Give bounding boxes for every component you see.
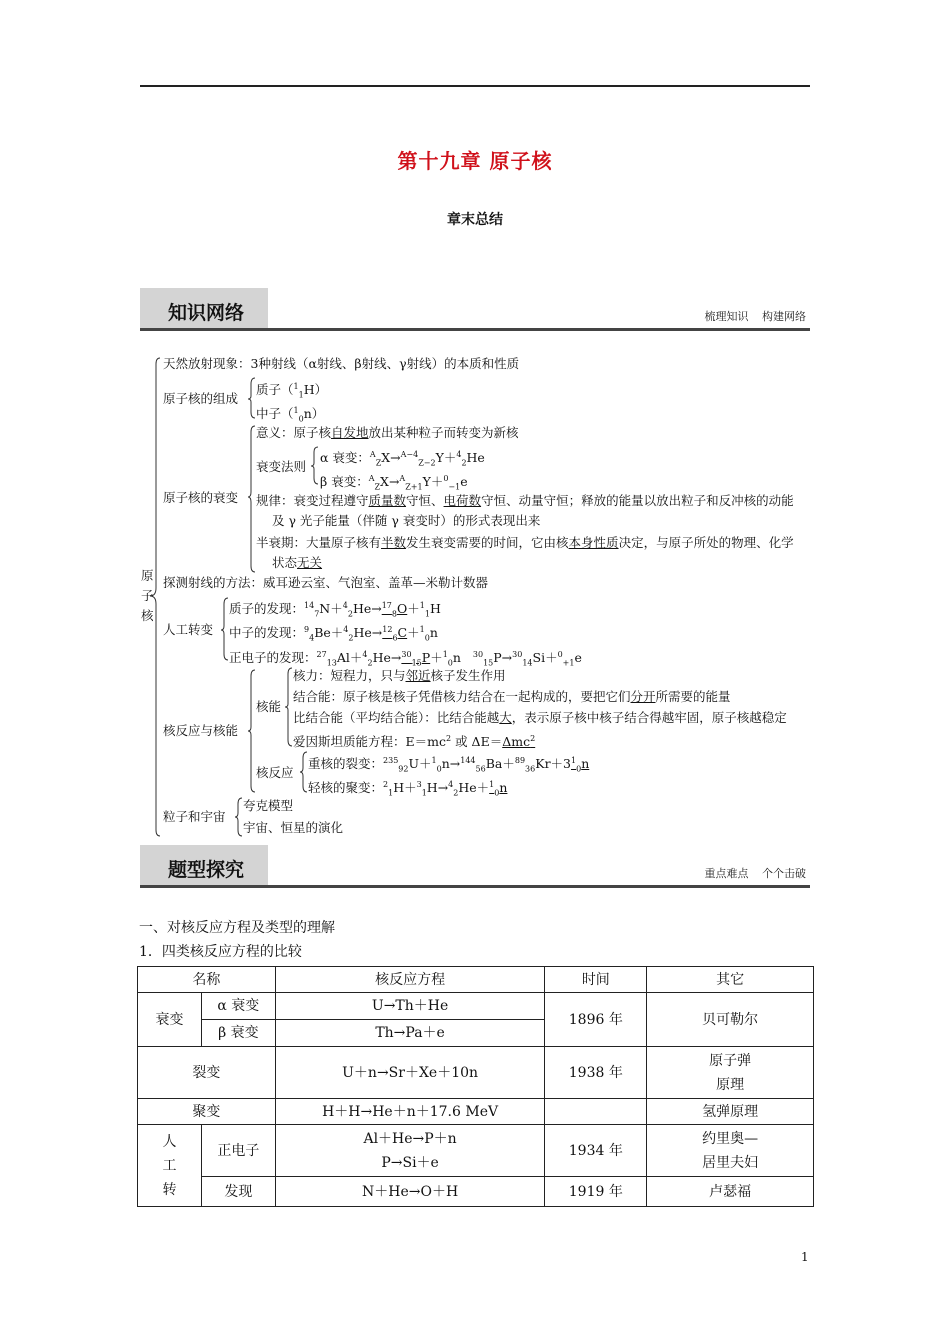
proton-discovery: 质子的发现：$^{14}_7$N＋$^4_2$He→$^{17}_8$O＋$^1_1$H	[229, 601, 441, 619]
blank: n	[499, 780, 508, 796]
einstein-equation: 爱因斯坦质能方程：$E=mc^2$ 或 ΔE＝Δmc$^2$	[293, 734, 536, 750]
section-subheading: 1．四类核反应方程的比较	[139, 944, 302, 960]
text: Al＋	[336, 650, 363, 666]
table-cell: 1919 年	[545, 1177, 647, 1207]
table-cell: 发现	[201, 1177, 275, 1207]
text: β 衰变：	[320, 474, 369, 490]
blank: 自发地	[331, 425, 369, 440]
cell-line: 人	[162, 1133, 177, 1150]
blank: 质量数	[368, 493, 407, 508]
blank: 无关	[297, 555, 323, 570]
text: e	[574, 650, 582, 666]
decay-law-label: 衰变法则	[256, 459, 307, 474]
text: 守恒、	[406, 493, 444, 508]
text: H→	[426, 780, 449, 796]
text: H	[429, 601, 441, 617]
table-cell: β 衰变	[201, 1020, 275, 1047]
banner-label: 题型探究	[168, 859, 245, 881]
blank: 本身性质	[568, 535, 619, 550]
positron-discovery: 正电子的发现：$^{27}_{13}$Al＋$^4_2$He→$^{30}_{15}$P＋$^1_0$n $^{30}_{15}$P→$^{30}_{14}$Si＋$^0_{+1}$e	[229, 650, 582, 668]
text: ＋	[407, 625, 420, 641]
text: Y＋	[422, 474, 444, 490]
cell-line: 原子弹	[709, 1052, 752, 1069]
cell-line: 约里奥—	[702, 1130, 759, 1147]
text: ，表示原子核中核子结合得越牢固，原子核越稳定	[511, 710, 787, 725]
text: 所需要的能量	[655, 689, 731, 704]
text: Si＋	[532, 650, 558, 666]
specific-binding-energy	[293, 710, 787, 726]
text: Ba＋	[485, 756, 515, 772]
root-char: 子	[141, 588, 154, 603]
blank: 邻近	[405, 668, 431, 683]
table-cell: 1938 年	[545, 1047, 647, 1099]
blank: C	[397, 625, 408, 641]
fission-equation: 重核的裂变：$^{235}_{92}U+^1_0n\to^{144}_{56}Ba+^{89}_{36}Kr+3^1_0n$	[308, 756, 590, 774]
nuclear-reaction-label: 核反应	[256, 765, 294, 780]
table-cell	[138, 1125, 202, 1207]
text: 守恒、动量守恒；释放的能量以放出粒子和反冲核的动能	[481, 493, 794, 508]
text: He→	[372, 650, 402, 666]
neutron-discovery: 中子的发现：$^9_4$Be＋$^4_2$He→$^{12}_6$C＋$^1_0$n	[229, 625, 438, 643]
table-row	[138, 1047, 814, 1099]
beta-decay: β 衰变：$^A_Z$X→$^A_{Z+1}$Y＋$^0_{-1}$e	[320, 474, 468, 492]
text: H）	[303, 382, 328, 398]
root-char: 核	[141, 608, 154, 623]
text: X→	[380, 474, 400, 490]
text: 核力：短程力，只与	[293, 668, 406, 683]
chapter-subtitle: 章末总结	[447, 212, 503, 228]
text: n	[452, 650, 461, 666]
binding-energy	[293, 689, 731, 705]
banner-label: 知识网络	[168, 302, 245, 324]
composition-label: 原子核的组成	[163, 391, 239, 406]
table-row	[138, 967, 814, 993]
blank: O	[397, 601, 408, 617]
table-cell: 裂变	[138, 1047, 276, 1099]
artificial-label: 人工转变	[163, 622, 214, 637]
text: 意义：原子核	[256, 425, 332, 440]
table-cell: U→Th＋He	[275, 993, 545, 1020]
text: 爱因斯坦质能方程：E＝	[293, 734, 428, 750]
header-cell: 核反应方程	[275, 967, 545, 993]
quark-model: 夸克模型	[243, 798, 294, 813]
text: 规律：衰变过程遵守	[256, 493, 369, 508]
table-cell: 贝可勒尔	[647, 993, 814, 1047]
table-cell: 1934 年	[545, 1125, 647, 1177]
page-number: 1	[801, 1250, 809, 1264]
text: ＋	[430, 650, 443, 666]
text: X→	[381, 450, 401, 466]
text: 状态	[272, 555, 298, 570]
neutron-item: 中子（$^1_0$n）	[256, 406, 325, 424]
text: n	[429, 625, 438, 641]
text: 半衰期：大量原子核有	[256, 535, 382, 550]
text: H＋	[393, 780, 417, 796]
text: He→	[352, 601, 382, 617]
natural-radioactivity: 天然放射现象：3种射线（α射线、β射线、γ射线）的本质和性质	[163, 356, 520, 371]
header-cell: 名称	[138, 967, 276, 993]
table-cell: 1896 年	[545, 993, 647, 1047]
decay-meaning	[256, 425, 519, 441]
cell-line: P→Si＋e	[381, 1154, 439, 1171]
text: 轻核的聚变：	[308, 780, 384, 796]
text: 质子（	[256, 382, 294, 398]
table-cell	[545, 1099, 647, 1125]
table-cell: 衰变	[138, 993, 202, 1047]
nuclear-force	[293, 668, 506, 684]
blank: P	[421, 650, 431, 666]
text: 决定，与原子所处的物理、化学	[618, 535, 794, 550]
text: ＋	[407, 601, 420, 617]
table-cell	[647, 1125, 814, 1177]
text: N＋	[319, 601, 343, 617]
text: e	[460, 474, 468, 490]
banner-line	[140, 885, 810, 888]
header-cell: 时间	[545, 967, 647, 993]
mindmap-root	[141, 566, 154, 626]
text: 放出某种粒子而转变为新核	[368, 425, 519, 440]
banner-caption: 梳理知识 构建网络	[704, 310, 806, 323]
half-life-cont	[272, 555, 322, 571]
header-cell: 其它	[647, 967, 814, 993]
text: α 衰变：	[320, 450, 370, 466]
table-cell	[275, 1125, 545, 1177]
cell-line: 转	[162, 1181, 177, 1198]
text: Y＋	[435, 450, 457, 466]
blank: 半数	[381, 535, 407, 550]
decay-rule	[256, 493, 794, 509]
text: P→	[493, 650, 513, 666]
root-char: 原	[141, 568, 154, 583]
text: He	[466, 450, 485, 466]
blank: Δmc	[502, 734, 531, 750]
detection-methods: 探测射线的方法：威耳逊云室、气泡室、盖革—米勒计数器	[163, 575, 489, 590]
text: 或 ΔE＝	[451, 734, 503, 750]
blank: 电荷数	[443, 493, 482, 508]
table-cell: H＋H→He＋n＋17.6 MeV	[275, 1099, 545, 1125]
blank: 分开	[630, 689, 656, 704]
cell-line: 工	[162, 1157, 177, 1174]
text: n）	[303, 406, 325, 422]
text: 发生衰变需要的时间，它由核	[406, 535, 569, 550]
text: U＋	[408, 756, 432, 772]
table-cell: α 衰变	[201, 993, 275, 1020]
fusion-equation: 轻核的聚变：$^2_1$H＋$^3_1$H→$^4_2$He＋$^1_0$n	[308, 780, 508, 798]
table-cell	[647, 1047, 814, 1099]
text: He→	[353, 625, 383, 641]
section-heading: 一、对核反应方程及类型的理解	[139, 920, 335, 936]
decay-label: 原子核的衰变	[163, 490, 239, 505]
problem-types-banner	[140, 845, 810, 889]
table-cell: N＋He→O＋H	[275, 1177, 545, 1207]
text: Kr＋3	[535, 756, 572, 772]
text: 重核的裂变：	[308, 756, 384, 772]
table-row	[138, 1125, 814, 1177]
half-life	[256, 535, 794, 551]
energy-label: 核反应与核能	[163, 723, 239, 738]
text: n→	[441, 756, 461, 772]
decay-rule-cont: 及 γ 光子能量（伴随 γ 衰变时）的形式表现出来	[272, 513, 541, 528]
text: Be＋	[314, 625, 344, 641]
nuclear-energy-label: 核能	[256, 699, 282, 714]
table-cell: 正电子	[201, 1125, 275, 1177]
table-cell: Th→Pa＋e	[275, 1020, 545, 1047]
table-row	[138, 1177, 814, 1207]
text: 正电子的发现：	[229, 650, 317, 666]
chapter-title: 第十九章 原子核	[397, 149, 553, 173]
blank: 大	[499, 710, 512, 725]
table-row	[138, 1099, 814, 1125]
cell-line: 居里夫妇	[702, 1154, 759, 1171]
table-cell: 聚变	[138, 1099, 276, 1125]
cell-line: Al＋He→P＋n	[363, 1130, 457, 1147]
table-cell: U＋n→Sr＋Xe＋10n	[275, 1047, 545, 1099]
table-cell: 氢弹原理	[647, 1099, 814, 1125]
text: 中子（	[256, 406, 294, 422]
text: 结合能：原子核是核子凭借核力结合在一起构成的，要把它们	[293, 689, 631, 704]
text: 质子的发现：	[229, 601, 305, 617]
text: He＋	[458, 780, 490, 796]
cosmos-label: 粒子和宇宙	[163, 809, 226, 824]
table-row	[138, 993, 814, 1020]
cell-line: 原理	[716, 1076, 745, 1093]
text: 比结合能（平均结合能）：比结合能越	[293, 710, 500, 725]
blank: n	[581, 756, 590, 772]
text: mc	[427, 734, 446, 750]
banner-caption: 重点难点 个个击破	[704, 867, 806, 880]
stellar-evolution: 宇宙、恒星的演化	[243, 820, 344, 835]
text: 中子的发现：	[229, 625, 305, 641]
reaction-comparison-table	[137, 966, 814, 1207]
proton-item: 质子（$^1_1$H）	[256, 382, 328, 400]
alpha-decay: α 衰变：$^A_Z$X→$^{A-4}_{Z-2}$Y＋$^4_2$He	[320, 450, 485, 468]
table-cell: 卢瑟福	[647, 1177, 814, 1207]
text: 核子发生作用	[430, 668, 506, 683]
